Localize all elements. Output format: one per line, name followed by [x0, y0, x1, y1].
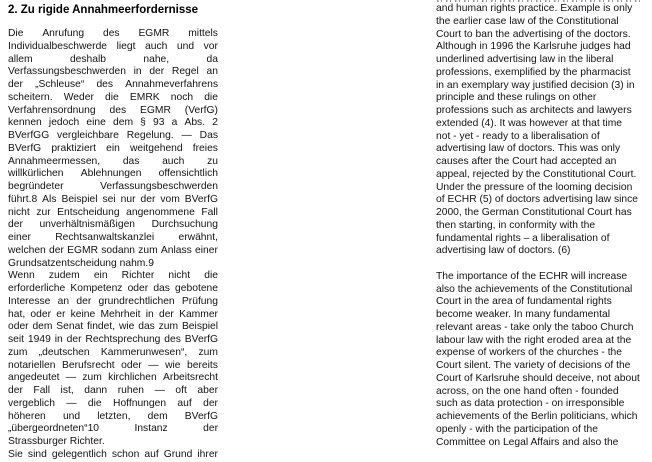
text-line: openly - with the participation of the [436, 423, 598, 435]
text-line: achievements of the Berlin politicians, which [436, 411, 638, 422]
text-line: BVerfGG vergleichbare Regelung. — Das [8, 130, 218, 141]
text-line: fundamental rights – a liberalisation of [436, 232, 610, 244]
text-line: kennen jedoch eine dem § 93 a Abs. 2 [8, 117, 218, 129]
text-line: angedeutet — zum kirchlichen Arbeitsrecht [8, 372, 218, 384]
left-column-german-text [8, 3, 218, 462]
text-line: hat, oder er keine Mehrheit in der Kammer [8, 308, 218, 320]
text-line: Court of Karlsruhe should deceive, not about [436, 372, 640, 384]
text-line: Sie sind gelegentlich schon auf Grund ihrer [8, 448, 218, 460]
text-line: in an exemplary way justified decision (3) in [436, 79, 635, 91]
text-line: notariellen Berufsrecht oder — wie bereits [8, 359, 218, 371]
text-line: then starting, in conformity with the [436, 219, 596, 231]
text-line: zum „deutschen Kammerunwesen“, zum [8, 346, 218, 358]
text-line: Court silent. The variety of decisions of the [436, 360, 631, 371]
text-line: erforderliche Kompetenz oder das gebotene [8, 283, 218, 294]
text-line: Verfahrensordnung des EGMR (VerfG) [8, 104, 218, 116]
text-line: Court to ban the advertising of the doctors. [436, 28, 631, 40]
text-line: begründeter Verfassungsbeschwerden [8, 181, 218, 192]
text-line: seit 1949 in der Rechtsprechung des BVerfG [8, 334, 218, 345]
text-line: the earlier case law of the Constitutional [436, 15, 619, 27]
text-line: such as data protection - on irresponsible [436, 398, 625, 410]
text-line: allem deshalb nahe, da [8, 53, 218, 65]
text-line: Court in the area of fundamental rights [436, 296, 612, 308]
paragraph [8, 28, 218, 270]
text-line: Individualbeschwerde liegt auch und vor [8, 40, 218, 52]
text-line: across, on the one hand often - founded [436, 385, 619, 397]
text-line: relevant areas - take only the taboo Church [436, 321, 634, 333]
text-line: professions such as architects and lawyers [436, 105, 632, 116]
text-line: and human rights practice. Example is only [436, 3, 633, 14]
paragraph [436, 271, 649, 450]
section-heading: 2. Zu rigide Annahmeerfordernisse [8, 4, 199, 16]
text-line: Strassburger Richter. [8, 436, 105, 447]
text-line: Grundsatzentscheidung nahm.9 [8, 257, 154, 269]
text-line: „übergeordneten“10 Instanz der [8, 423, 218, 435]
text-line: Although in 1996 the Karlsruhe judges had [436, 41, 631, 53]
text-line: expense of workers of the churches - the [436, 347, 623, 359]
text-line: professions, exemplified by the pharmacist [436, 66, 631, 78]
paragraph [8, 270, 218, 449]
text-line: of ECHR (5) of doctors advertising law since [436, 194, 639, 206]
text-line: Annahmeermessen, das auch zu [8, 155, 218, 167]
right-column-english-text [436, 0, 649, 449]
text-line: einer Rechtsanwaltskanzlei erwähnt, [8, 232, 218, 243]
left-column-body [8, 28, 218, 462]
text-line: willkürlichen Ablehnungen offensichtlich [8, 168, 218, 180]
text-line: führt.8 Als Beispiel sei nur der vom BVerfG [8, 193, 218, 205]
text-line: welchen der EGMR sodann zum Anlass einer [8, 244, 218, 256]
paragraph [436, 3, 649, 258]
paragraph [8, 449, 218, 462]
text-line: vergeblich — die Hoffnungen auf der [8, 397, 218, 409]
text-line: Under the pressure of the looming decision [436, 181, 633, 193]
text-line: höheren und letzten, dem BVerfG [8, 410, 218, 422]
text-line: nicht zur Entscheidung angenommene Fall [8, 206, 218, 218]
text-line: Committee on Legal Affairs and also the [436, 436, 619, 448]
text-line: oder dem Senat findet, wie das zum Beispiel [8, 321, 218, 333]
text-line: become weaker. In many fundamental [436, 309, 611, 320]
text-line: Die Anrufung des EGMR mittels [8, 28, 218, 39]
text-line: BVerfG praktiziert ein weitgehend freies [8, 142, 218, 154]
text-line: advertising law of doctors. This was only [436, 143, 621, 155]
text-line: labour law with the right eroded area at the [436, 334, 632, 346]
text-line: Interesse an der grundrechtlichen Prüfung [8, 295, 218, 307]
text-line: Verfassungsbeschwerden in der Regel an [8, 66, 218, 78]
right-column-body [436, 3, 649, 449]
text-line: der Fall ist, dann ruhen — oft aber [8, 385, 218, 396]
text-line: causes after the Court had accepted an [436, 156, 617, 167]
text-line: 2000, the German Constitutional Court has [436, 207, 632, 218]
clipped-text-fragment [437, 0, 643, 2]
text-line: The importance of the ECHR will increase [436, 270, 628, 282]
text-line: der „Schleuse“ des Annahmeverfahrens [8, 79, 218, 90]
text-line: scheitern. Weder die EMRK noch die [8, 91, 218, 103]
text-line: appeal, rejected by the Constitutional Court. [436, 168, 637, 180]
text-line: principle and these rulings on other [436, 92, 597, 104]
text-line: not - yet - ready to a liberalisation of [436, 130, 600, 142]
text-line: der unverhältnismäßigen Durchsuchung [8, 219, 218, 231]
text-line: extended (4). It was however at that time [436, 117, 623, 129]
text-line: also the achievements of the Constitutional [436, 283, 633, 295]
text-line: Wenn zudem ein Richter nicht die [8, 270, 218, 282]
text-line: underlined advertising law in the liberal [436, 54, 614, 65]
text-line: advertising law of doctors. (6) [436, 245, 571, 257]
